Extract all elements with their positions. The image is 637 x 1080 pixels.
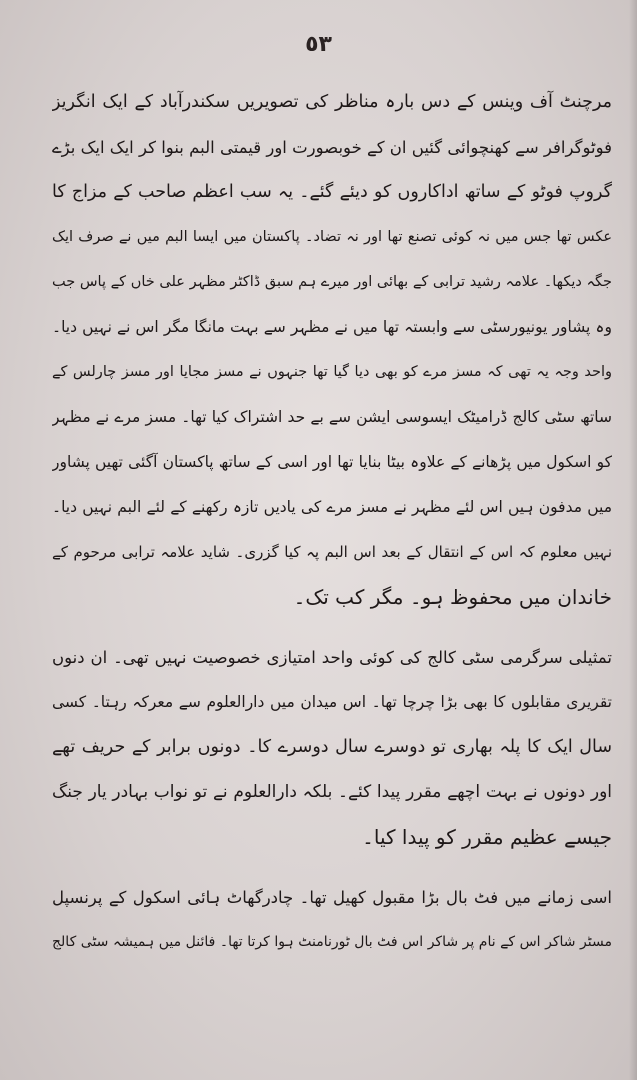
text-line: مرچنٹ آف وینس کے دس بارہ مناظر کی تصویریں سکندرآباد کے ایک انگریز (52, 92, 612, 112)
text-line: جیسے عظیم مقرر کو پیدا کیا۔ (362, 825, 612, 849)
text-line: واحد وجہ یہ تھی کہ مسز مرے کو بھی دیا گیا تھا جنہوں نے مسز مجایا اور مسز چارلس کے (52, 364, 612, 380)
text-line: وہ پشاور یونیورسٹی سے وابستہ تھا میں نے مظہر سے بہت مانگا مگر اس نے نہیں دیا۔ (52, 318, 612, 336)
paragraph-1 (52, 80, 612, 620)
text-line: اور دونوں نے بہت اچھے مقرر پیدا کئے۔ بلکہ دارالعلوم نے تو نواب بہادر یار جنگ (52, 782, 612, 802)
text-line: گروپ فوٹو کے ساتھ اداکاروں کو دیئے گئے۔ یہ سب اعظم صاحب کے مزاج کا (52, 182, 612, 202)
text-line: عکس تھا جس میں نہ کوئی تصنع تھا اور نہ تضاد۔ پاکستان میں ایسا البم میں نے صرف ایک (52, 229, 612, 245)
text-line: سال ایک کا پلہ بھاری تو دوسرے سال دوسرے کا۔ دونوں برابر کے حریف تھے (52, 737, 612, 757)
page-edge-shadow (629, 0, 637, 1080)
text-line: جگہ دیکھا۔ علامہ رشید ترابی کے بھائی اور میرے ہم سبق ڈاکٹر مظہر علی خاں کے پاس جب (52, 274, 612, 290)
paragraph-2 (52, 635, 612, 860)
text-line: میں مدفون ہیں اس لئے مظہر نے مسز مرے کی یادیں تازہ رکھنے کے لئے البم نہیں دیا۔ (52, 498, 612, 516)
page-number: ٥٣ (305, 32, 332, 57)
text-line: کو اسکول میں پڑھانے کے علاوہ بیٹا بنایا تھا اور اسی کے ساتھ پاکستان آگئی تھیں پشاور (52, 453, 612, 471)
text-line: ساتھ سٹی کالج ڈرامیٹک ایسوسی ایشن سے بے حد اشتراک کیا تھا۔ مسز مرے نے مظہر (52, 408, 612, 426)
text-line: اسی زمانے میں فٹ بال بڑا مقبول کھیل تھا۔ چادرگھاٹ ہائی اسکول کے پرنسپل (52, 888, 612, 907)
text-line: نہیں معلوم کہ اس کے انتقال کے بعد اس البم پہ کیا گزری۔ شاید علامہ ترابی مرحوم کے (52, 543, 612, 561)
paragraph-3 (52, 875, 612, 965)
text-line: خاندان میں محفوظ ہو۔ مگر کب تک۔ (293, 585, 612, 609)
text-line: مسٹر شاکر اس کے نام پر شاکر اس فٹ بال ٹورنامنٹ ہوا کرتا تھا۔ فائنل میں ہمیشہ سٹی کالج (52, 934, 612, 950)
text-line: فوٹوگرافر سے کھنچوائی گئیں ان کے خوبصورت اور قیمتی البم بنوا کر ایک ایک بڑے (52, 138, 612, 157)
text-line: تقریری مقابلوں کا بھی بڑا چرچا تھا۔ اس میدان میں دارالعلوم سے معرکہ رہتا۔ کسی (52, 693, 612, 711)
page-body (52, 80, 612, 965)
text-line: تمثیلی سرگرمی سٹی کالج کی کوئی واحد امتیازی خصوصیت نہیں تھی۔ ان دنوں (52, 648, 612, 667)
